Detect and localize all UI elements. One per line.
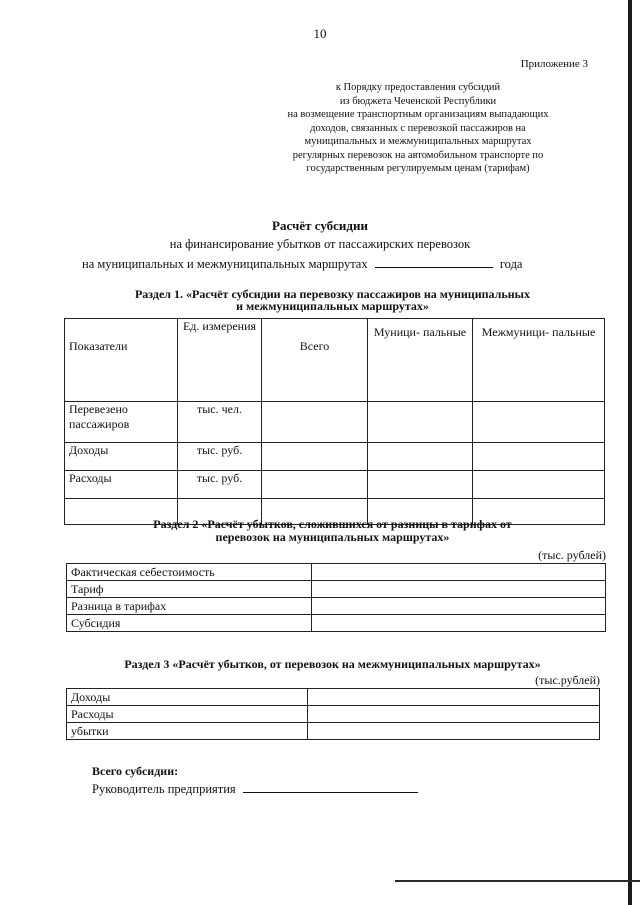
section1-table: [64, 318, 605, 525]
year-blank-field[interactable]: [375, 256, 493, 268]
header-line: из бюджета Чеченской Республики: [339, 95, 497, 107]
cell-total[interactable]: [262, 471, 368, 499]
table-row: [67, 723, 600, 740]
cell-total[interactable]: [262, 443, 368, 471]
subtitle-line-2: [82, 256, 522, 272]
section3-unit: (тыс.рублей): [535, 673, 600, 687]
header-total: Всего: [262, 319, 368, 402]
section2-unit: (тыс. рублей): [538, 548, 606, 562]
row-label: Разница в тарифах: [67, 598, 312, 615]
scan-edge-shadow: [628, 0, 632, 905]
cell-intermunicipal[interactable]: [473, 443, 605, 471]
section1-title: [60, 288, 605, 312]
section2-title: [60, 518, 605, 544]
table-row: [67, 689, 600, 706]
header-line: доходов, связанных с перевозкой пассажиров на: [310, 122, 526, 134]
head-label: Руководитель предприятия: [92, 782, 236, 796]
section1-title-line2: и межмуниципальных маршрутах»: [236, 299, 429, 313]
row-label: Расходы: [65, 471, 178, 499]
table-row: [65, 471, 605, 499]
header-line: на возмещение транспортным организациям выпадающих: [287, 109, 549, 120]
value-cell[interactable]: [308, 689, 600, 706]
row-label: убытки: [67, 723, 308, 740]
header-intermunicipal: Межмуници- пальные: [473, 319, 605, 402]
section2-title-line1: Раздел 2 «Расчёт убытков, сложившихся от разницы в тарифах от: [153, 517, 512, 531]
table-row: [67, 581, 606, 598]
section2-title-line2: перевозок на муниципальных маршрутах»: [215, 530, 450, 544]
cell-municipal[interactable]: [368, 471, 473, 499]
header-block: [248, 81, 588, 176]
row-unit: тыс. руб.: [178, 471, 262, 499]
value-cell[interactable]: [312, 581, 606, 598]
row-label: Доходы: [65, 443, 178, 471]
header-line: муниципальных и межмуниципальных маршрутах: [304, 136, 532, 147]
section1-title-line1: Раздел 1. «Расчёт субсидии на перевозку пассажиров на муниципальных: [134, 287, 531, 301]
subtitle-suffix: года: [499, 257, 523, 271]
table-row: [65, 402, 605, 443]
cell-total[interactable]: [262, 402, 368, 443]
subtitle-line-1: на финансирование убытков от пассажирских перевозок: [169, 237, 471, 251]
table-row: [67, 598, 606, 615]
table-header-row: [65, 319, 605, 402]
subtitle-prefix: на муниципальных и межмуниципальных маршрутах: [82, 257, 368, 271]
table-row: [67, 564, 606, 581]
row-label: Фактическая себестоимость: [67, 564, 312, 581]
row-label: Расходы: [67, 706, 308, 723]
page-number: 10: [313, 26, 327, 41]
cell-intermunicipal[interactable]: [473, 471, 605, 499]
row-unit: тыс. чел.: [178, 402, 262, 443]
value-cell[interactable]: [312, 615, 606, 632]
header-line: государственным регулируемым ценам (тарифам): [306, 163, 530, 174]
document-title: Расчёт субсидии: [272, 218, 368, 233]
header-municipal: Муници- пальные: [368, 319, 473, 402]
appendix-label: Приложение 3: [520, 58, 588, 70]
value-cell[interactable]: [312, 598, 606, 615]
table-row: [67, 615, 606, 632]
row-label: Тариф: [67, 581, 312, 598]
table-row: [65, 443, 605, 471]
header-indicators: Показатели: [65, 319, 178, 402]
signature-blank-field[interactable]: [243, 781, 418, 793]
row-label: Субсидия: [67, 615, 312, 632]
section2-table: [66, 563, 606, 632]
header-unit: Ед. измерения: [178, 319, 262, 402]
signature-line: [92, 781, 418, 797]
row-label: Перевезено пассажиров: [65, 402, 178, 443]
total-subsidy-label: Всего субсидии:: [92, 764, 179, 778]
value-cell[interactable]: [308, 706, 600, 723]
header-line: к Порядку предоставления субсидий: [335, 82, 501, 93]
cell-municipal[interactable]: [368, 443, 473, 471]
cell-municipal[interactable]: [368, 402, 473, 443]
row-label: Доходы: [67, 689, 308, 706]
value-cell[interactable]: [312, 564, 606, 581]
value-cell[interactable]: [308, 723, 600, 740]
row-unit: тыс. руб.: [178, 443, 262, 471]
scan-bottom-line: [395, 880, 640, 882]
cell-intermunicipal[interactable]: [473, 402, 605, 443]
table-row: [67, 706, 600, 723]
section3-title: Раздел 3 «Расчёт убытков, от перевозок на межмуниципальных маршрутах»: [124, 657, 541, 671]
header-line: регулярных перевозок на автомобильном транспорте по: [292, 149, 544, 161]
section3-table: [66, 688, 600, 740]
